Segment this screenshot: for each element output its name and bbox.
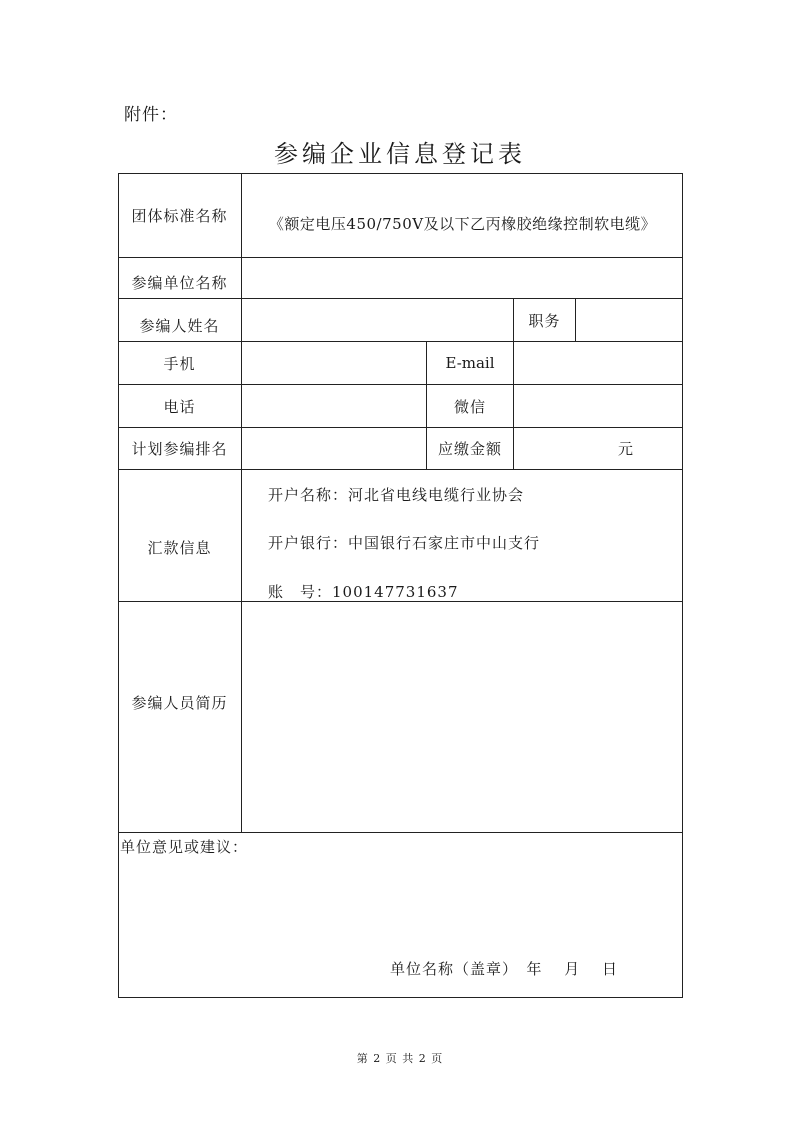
wechat-field[interactable]: [514, 385, 683, 427]
opinion-label: 单位意见或建议：: [120, 838, 249, 856]
unit-name-field[interactable]: [242, 258, 683, 298]
standard-name-label: 团体标准名称: [131, 206, 228, 225]
page-number: 第 2 页 共 2 页: [356, 1052, 444, 1065]
unit-name-label: 参编单位名称: [131, 274, 228, 292]
email-field[interactable]: [514, 342, 683, 384]
fee-unit: 元: [617, 440, 634, 458]
attachment-label: 附件：: [124, 105, 178, 125]
remit-label: 汇款信息: [147, 539, 212, 557]
resume-field[interactable]: [242, 602, 683, 832]
bank-name-text: 开户银行：中国银行石家庄市中山支行: [268, 534, 541, 552]
resume-label: 参编人员简历: [131, 693, 228, 712]
account-number-text: 账 号：100147731637: [268, 583, 459, 601]
person-name-label: 参编人姓名: [139, 317, 220, 335]
form-title: 参编企业信息登记表: [274, 140, 526, 168]
position-label: 职务: [528, 311, 561, 330]
mobile-field[interactable]: [242, 342, 426, 384]
person-name-field[interactable]: [242, 299, 513, 341]
account-name-text: 开户名称：河北省电线电缆行业协会: [268, 486, 525, 504]
wechat-label: 微信: [453, 397, 486, 416]
seal-date-line: 单位名称（盖章） 年 月 日: [390, 960, 619, 978]
rank-label: 计划参编排名: [131, 440, 228, 458]
phone-label: 电话: [163, 397, 196, 416]
row-divider: [118, 832, 683, 833]
email-label: E-mail: [445, 354, 495, 372]
rank-field[interactable]: [242, 428, 426, 469]
mobile-label: 手机: [163, 354, 196, 373]
standard-name-value: 《额定电压450/750V及以下乙丙橡胶绝缘控制软电缆》: [268, 214, 657, 233]
position-field[interactable]: [576, 299, 683, 341]
fee-label: 应缴金额: [437, 440, 502, 458]
phone-field[interactable]: [242, 385, 426, 427]
